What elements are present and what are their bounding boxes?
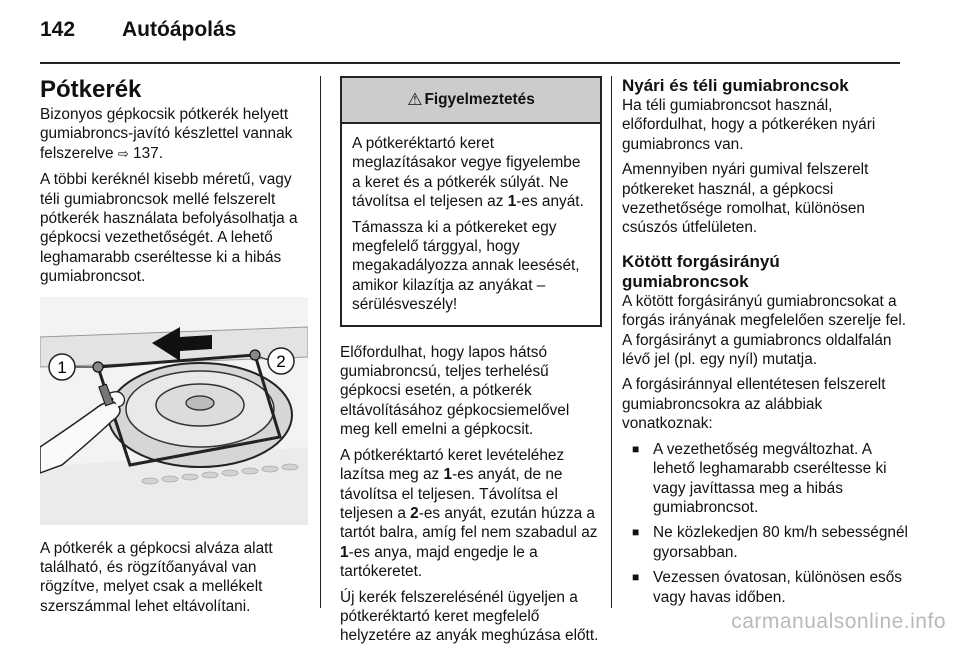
callout-1: 1 <box>57 357 67 377</box>
section-title-summer-winter: Nyári és téli gumiabroncsok <box>622 76 849 95</box>
warning-triangle-icon: ⚠ <box>407 90 423 110</box>
paragraph-smaller-wheel: A többi keréknél kisebb méretű, vagy téli gumiabroncsok mellé felszerelt pótkerék használata befolyásolhatja a gépkocsi vezethetőségét. A lehető leghamarabb cseréltesse ki a hibás gumiabroncsot. <box>40 171 298 286</box>
spare-wheel-illustration <box>40 297 308 525</box>
paragraph-summer-tyre: Amennyiben nyári gumival felszerelt pótkereket használ, a gépkocsi vezethetősége romolhat, különösen csúszós útfelületen. <box>622 161 869 237</box>
warning-paragraph-2: Támassza ki a pótkereket egy megfelelő tárggyal, hogy megakadályozza annak leesését, amikor kilazítja az anyákat – sérülésveszély! <box>352 218 580 314</box>
section-title-directional: Kötött forgásirányú gumiabroncsok <box>622 251 780 291</box>
section-title-spare-wheel: Pótkerék <box>40 76 142 103</box>
paragraph-opposite: A forgásiránnyal ellentétesen felszerelt gumiabroncsokra az alábbiak vonatkoznak: <box>622 376 886 433</box>
column-divider-2 <box>611 76 612 608</box>
warning-box <box>340 76 602 327</box>
warning-paragraph-1: A pótkeréktartó keret meglazításakor vegye figyelembe a keret és a pótkerék súlyát. Ne távolítsa el teljesen az 1-es anyát. <box>352 135 584 211</box>
figure-caption: A pótkerék a gépkocsi alváza alatt található, és rögzítőanyával van rögzítve, melyet csak a mellékelt szerszámmal lehet eltávolítani. <box>40 539 273 615</box>
bullet-list <box>622 440 908 607</box>
paragraph-repair-kit: Bizonyos gépkocsik pótkerék helyett gumiabroncs-javító készlettel vannak felszerelve ⇨ 137. <box>40 106 293 162</box>
list-item: ■ Ne közlekedjen 80 km/h sebességnél gyorsabban. <box>632 524 908 561</box>
warning-title: Figyelmeztetés <box>424 91 535 109</box>
column-1 <box>40 76 308 622</box>
paragraph-winter-tyre: Ha téli gumiabroncsot használ, előfordulhat, hogy a pótkeréken nyári gumiabroncs van. <box>622 97 876 153</box>
callout-2: 2 <box>276 351 286 371</box>
list-item: ■ Vezessen óvatosan, különösen esős vagy havas időben. <box>632 569 902 606</box>
list-item: ■ A vezethetőség megváltozhat. A lehető leghamarabb cseréltesse ki vagy javíttassa meg a hibás gumiabroncsot. <box>632 440 887 516</box>
paragraph-jack: Előfordulhat, hogy lapos hátsó gumiabroncsú, teljes terhelésű gépkocsi esetén, a pótkerék eltávolításához gépkocsiemelővel meg kell emelni a gépkocsit. <box>340 343 570 439</box>
page-number: 142 <box>40 18 76 41</box>
paragraph-remove-carrier: A pótkeréktartó keret levételéhez lazítsa meg az 1-es anyát, de ne távolítsa el teljesen. Távolítsa el teljesen a 2-es anyát, ezután húzza a tartót balra, amíg fel nem szabadul az 1-es anya, majd engedje le a tartókeretet. <box>340 446 598 581</box>
warning-body <box>342 124 600 325</box>
warning-header <box>342 78 600 124</box>
watermark: carmanualsonline.info <box>731 610 946 633</box>
column-3 <box>622 76 908 613</box>
column-divider-1 <box>320 76 321 608</box>
header-rule <box>40 62 900 64</box>
page-reference-link[interactable]: 137. <box>133 144 163 162</box>
paragraph-directional: A kötött forgásirányú gumiabroncsokat a forgás irányának megfelelően szerelje fel. A forgásirányt a gumiabroncs oldalfalán lévő jel (pl. egy nyíl) mutatja. <box>622 292 907 369</box>
chapter-title: Autóápolás <box>122 18 237 41</box>
spare-wheel-figure <box>40 297 308 525</box>
column-2 <box>340 76 602 652</box>
arrow-reference-icon: ⇨ <box>117 146 129 162</box>
paragraph-new-wheel: Új kerék felszerelésénél ügyeljen a pótkeréktartó keret megfelelő helyzetére az anyák meghúzása előtt. <box>340 588 599 645</box>
page-header <box>40 18 900 50</box>
